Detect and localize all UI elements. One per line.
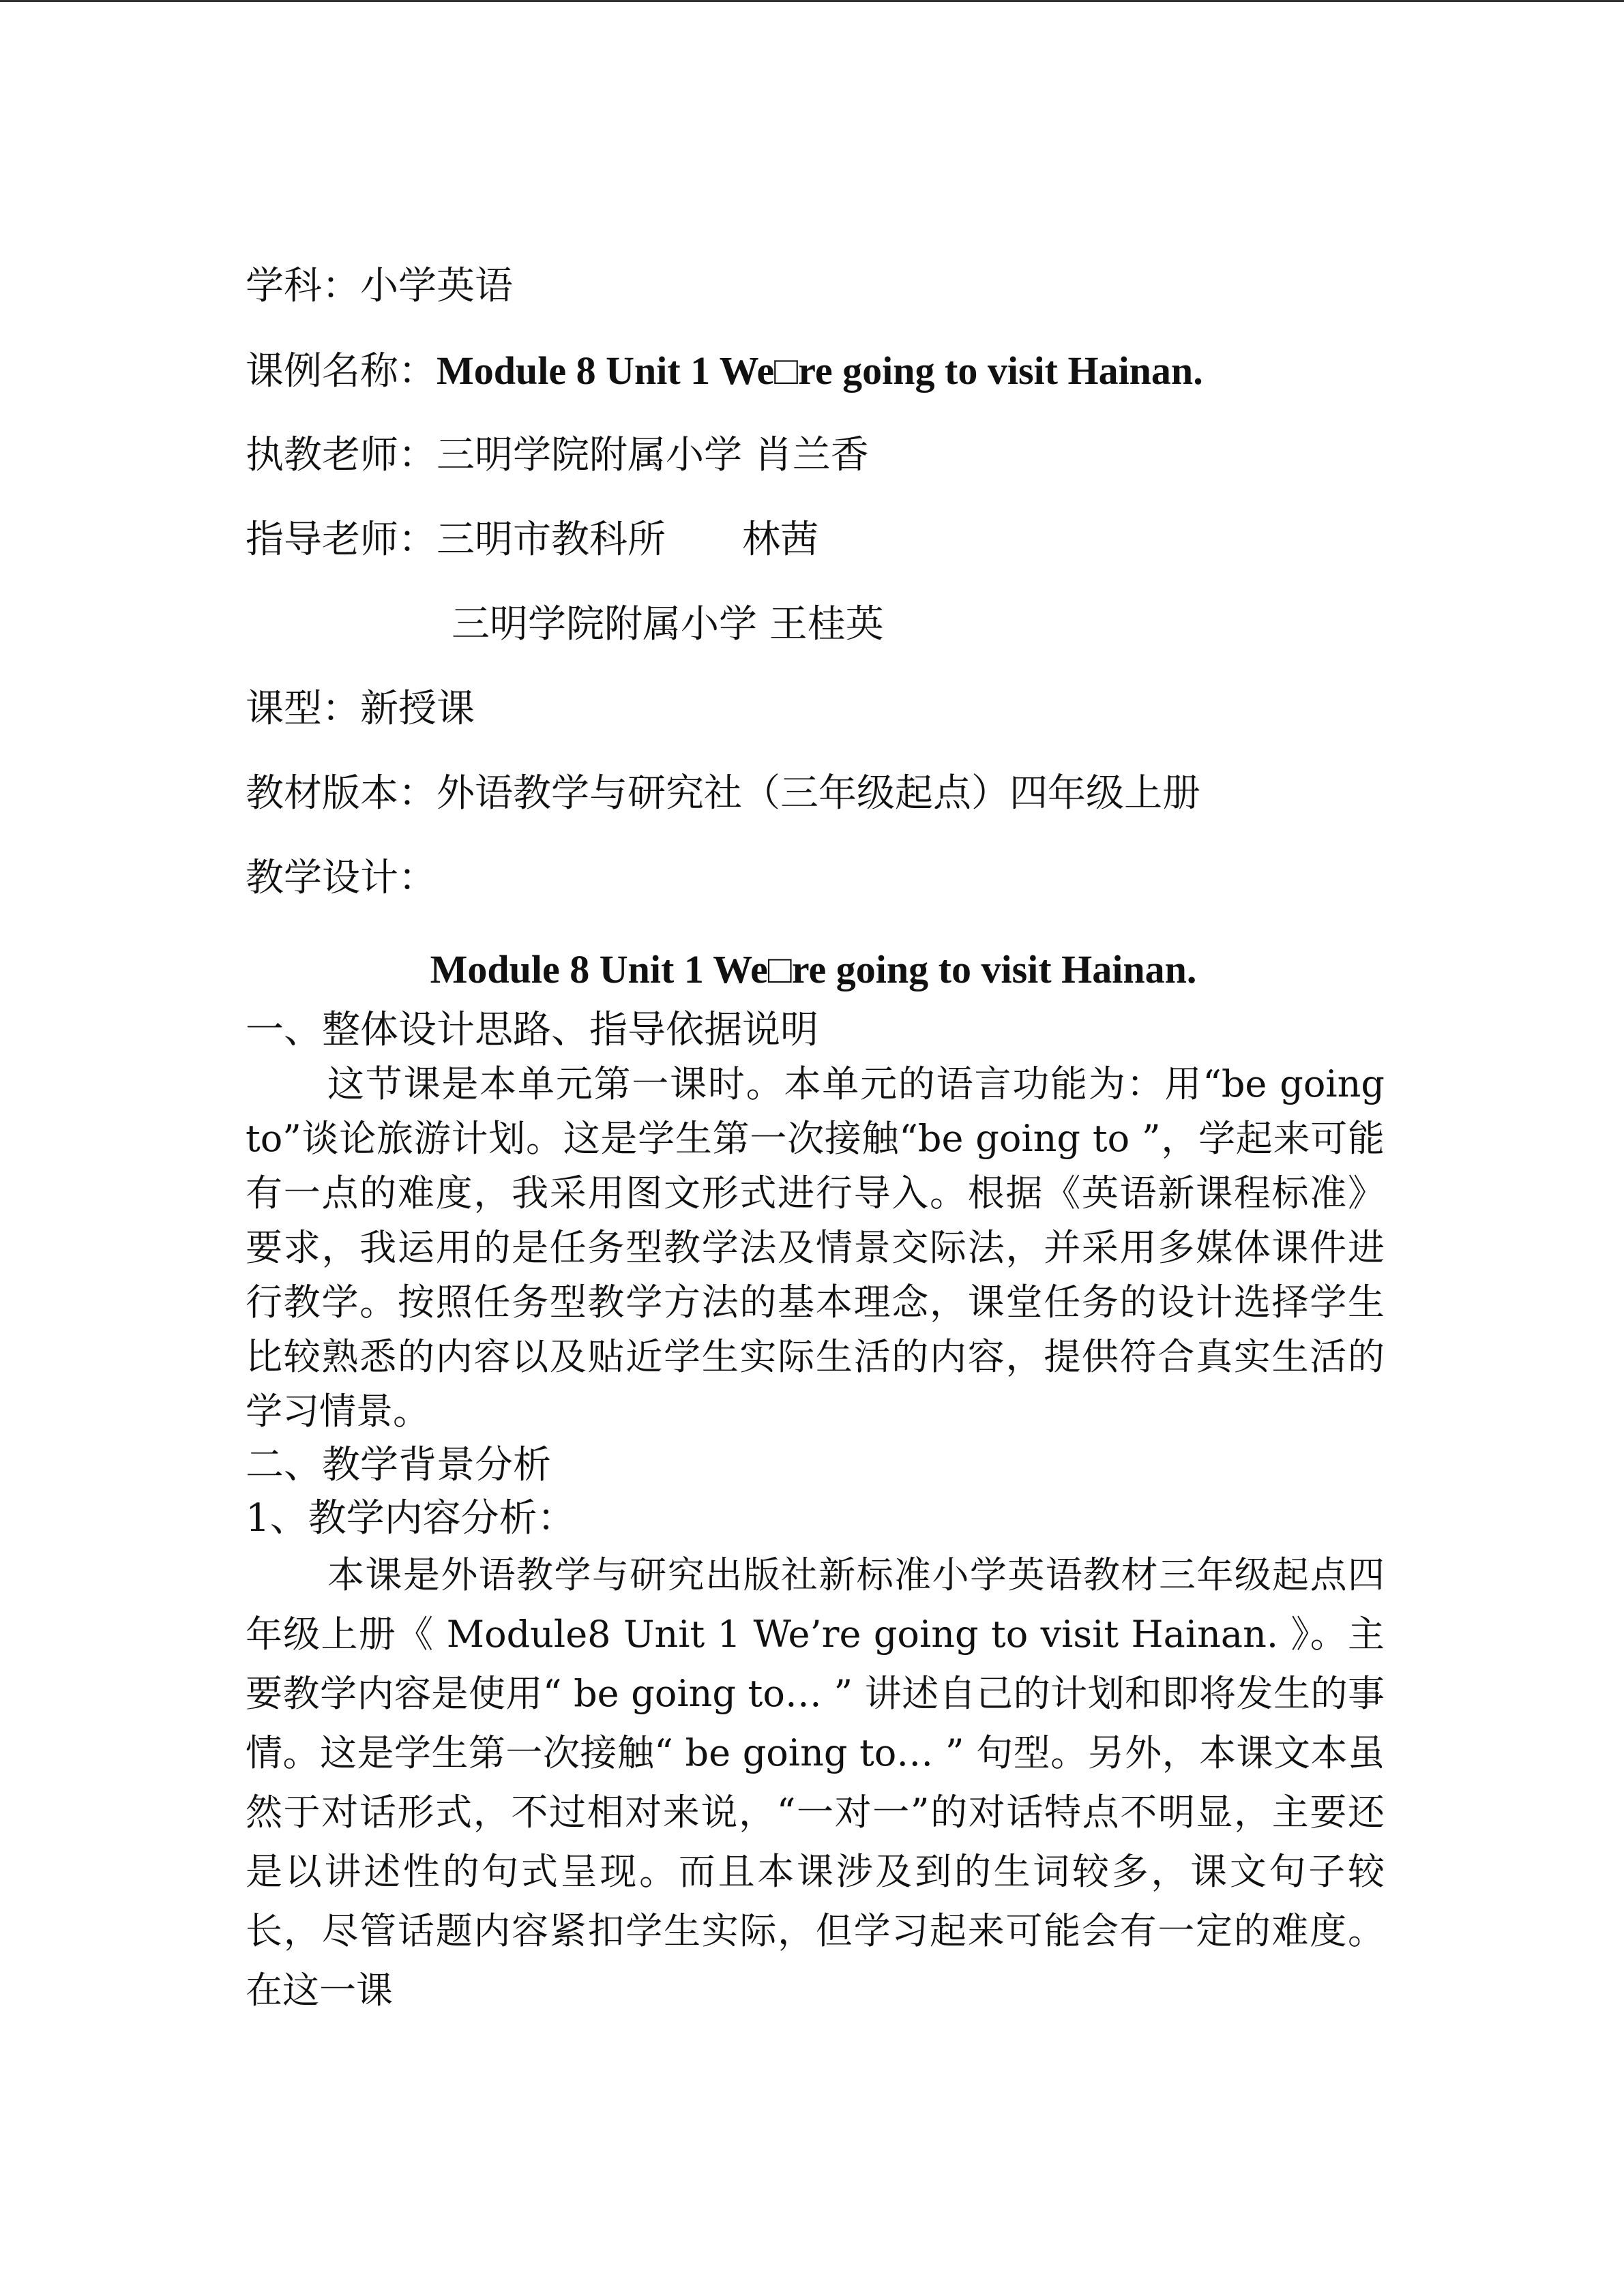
meta-lesson-name xyxy=(246,344,1391,428)
meta-value: 三明学院附属小学 王桂英 xyxy=(452,602,884,646)
section-heading-2: 二、教学背景分析 xyxy=(246,1443,551,1487)
meta-value: Module 8 Unit 1 We□re going to visit Hainan. xyxy=(437,348,1203,393)
meta-label: 课型： xyxy=(246,687,360,731)
meta-label: 学科： xyxy=(246,264,360,308)
meta-value: 外语教学与研究社（三年级起点）四年级上册 xyxy=(437,771,1200,816)
meta-value: 三明市教科所 林茜 xyxy=(437,518,818,562)
meta-value: 小学英语 xyxy=(360,264,513,308)
design-title: Module 8 Unit 1 We□re going to visit Hainan. xyxy=(430,947,1197,992)
meta-label: 教材版本： xyxy=(246,771,437,816)
meta-label: 执教老师： xyxy=(246,433,437,477)
page-top-border xyxy=(0,0,1624,2)
document-page xyxy=(246,259,1391,2020)
section-subheading-2-1: 1、教学内容分析： xyxy=(246,1496,576,1540)
meta-label: 指导老师： xyxy=(246,518,437,562)
meta-textbook xyxy=(246,766,1391,851)
section-heading-1: 一、整体设计思路、指导依据说明 xyxy=(246,1008,818,1052)
meta-lesson-type xyxy=(246,682,1391,766)
meta-label: 课例名称： xyxy=(246,349,437,393)
meta-design xyxy=(246,851,1391,936)
section-paragraph-2: 本课是外语教学与研究出版社新标准小学英语教材三年级起点四年级上册《 Module8 Unit 1 We’re going to visit Hainan. 》。主要教学内容是使用“ be going to… ” 讲述自己的计划和即将发生的事情。这是学生第一次接触“ be going to… ” 句型。另外，本课文本虽然于对话形式，不过相对来说，“一对一”的对话特点不明显，主要还是以讲述性的句式呈现。而且本课涉及到的生词较多，课文句子较长，尽管话题内容紧扣学生实际，但学习起来可能会有一定的难度。在这一课 xyxy=(246,1553,1385,2012)
meta-teacher xyxy=(246,428,1391,513)
meta-subject xyxy=(246,259,1391,344)
meta-advisor-2 xyxy=(246,597,1391,682)
meta-advisor xyxy=(246,513,1391,597)
meta-label: 教学设计： xyxy=(246,856,437,900)
meta-value: 新授课 xyxy=(360,687,475,731)
section-paragraph-1: 这节课是本单元第一课时。本单元的语言功能为：用“be going to”谈论旅游计划。这是学生第一次接触“be going to ”，学起来可能有一点的难度，我采用图文形式进行导入。根据《英语新课程标准》要求，我运用的是任务型教学法及情景交际法，并采用多媒体课件进行教学。按照任务型教学方法的基本理念，课堂任务的设计选择学生比较熟悉的内容以及贴近学生实际生活的内容，提供符合真实生活的学习情景。 xyxy=(246,1062,1385,1433)
meta-value: 三明学院附属小学 肖兰香 xyxy=(437,433,869,477)
